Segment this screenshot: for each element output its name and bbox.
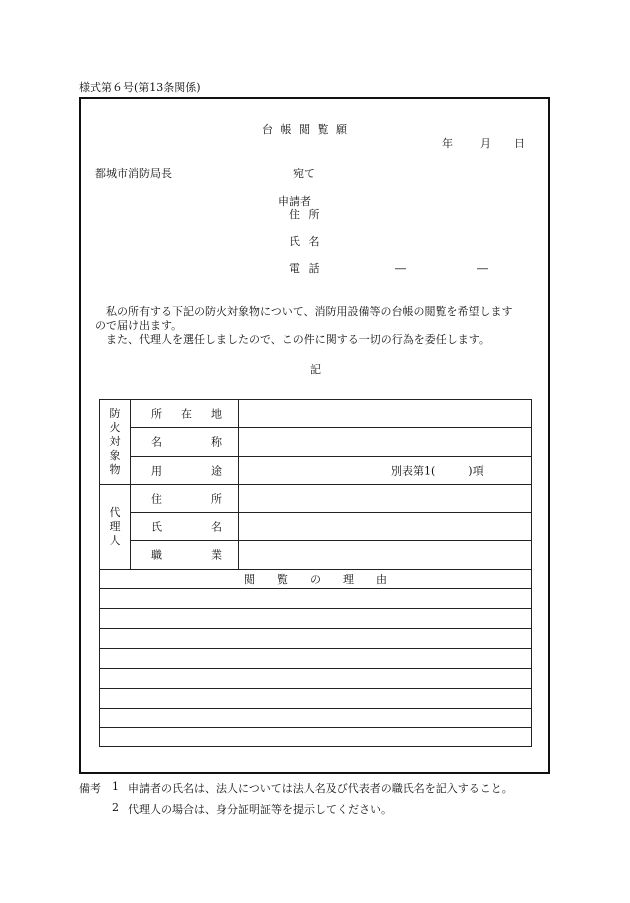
date-month: 月 xyxy=(480,137,491,150)
addressee-suffix: 宛て xyxy=(293,167,315,180)
agent-group-label: 代 理 人 xyxy=(100,485,131,570)
notes-label: 備考 xyxy=(79,782,101,795)
applicant-name-label: 氏 名 xyxy=(289,235,320,248)
row-use-value[interactable]: 別表第1( )項 xyxy=(239,457,532,485)
note-2-text: 代理人の場合は、身分証明証等を提示してください。 xyxy=(128,803,392,816)
row-use-label: 用 途 xyxy=(131,457,239,485)
date-year: 年 xyxy=(442,137,453,150)
agent-name-label: 氏 名 xyxy=(131,513,239,541)
phone-dash-2: ― xyxy=(477,262,488,275)
agent-occupation-value[interactable] xyxy=(239,541,532,570)
agent-address-value[interactable] xyxy=(239,485,532,513)
reason-line[interactable] xyxy=(100,649,532,669)
form-title: 台 帳 閲 覧 願 xyxy=(262,123,347,136)
register-table xyxy=(99,399,532,747)
applicant-phone-label: 電 話 xyxy=(289,262,320,275)
date-day: 日 xyxy=(514,137,525,150)
row-name-value[interactable] xyxy=(239,428,532,457)
reason-header: 閲 覧 の 理 由 xyxy=(100,570,532,589)
note-1-number: 1 xyxy=(112,780,119,793)
agent-address-label: 住 所 xyxy=(131,485,239,513)
reason-line[interactable] xyxy=(100,728,532,747)
reason-line[interactable] xyxy=(100,629,532,649)
body-line-1: 私の所有する下記の防火対象物について、消防用設備等の台帳の閲覧を希望します xyxy=(95,305,513,318)
note-2-number: 2 xyxy=(112,801,119,814)
applicant-address-label: 住 所 xyxy=(289,208,320,221)
row-name-label: 名 称 xyxy=(131,428,239,457)
applicant-heading: 申請者 xyxy=(278,195,311,208)
note-1-text: 申請者の氏名は、法人については法人名及び代表者の職氏名を記入すること。 xyxy=(128,782,513,795)
fire-target-group-label: 防 火 対 象 物 xyxy=(100,400,131,485)
ki-heading: 記 xyxy=(310,363,321,376)
agent-occupation-label: 職 業 xyxy=(131,541,239,570)
agent-name-value[interactable] xyxy=(239,513,532,541)
phone-dash-1: ― xyxy=(395,262,406,275)
body-line-3: また、代理人を選任しましたので、この件に関する一切の行為を委任します。 xyxy=(95,333,490,346)
reason-line[interactable] xyxy=(100,709,532,728)
reason-line[interactable] xyxy=(100,689,532,709)
body-line-2: ので届け出ます。 xyxy=(95,319,183,332)
row-location-label: 所 在 地 xyxy=(131,400,239,428)
reason-line[interactable] xyxy=(100,669,532,689)
reason-line[interactable] xyxy=(100,609,532,629)
reason-line[interactable] xyxy=(100,589,532,609)
row-location-value[interactable] xyxy=(239,400,532,428)
addressee-name: 都城市消防局長 xyxy=(95,167,172,180)
form-number: 様式第６号(第13条関係) xyxy=(79,81,201,94)
